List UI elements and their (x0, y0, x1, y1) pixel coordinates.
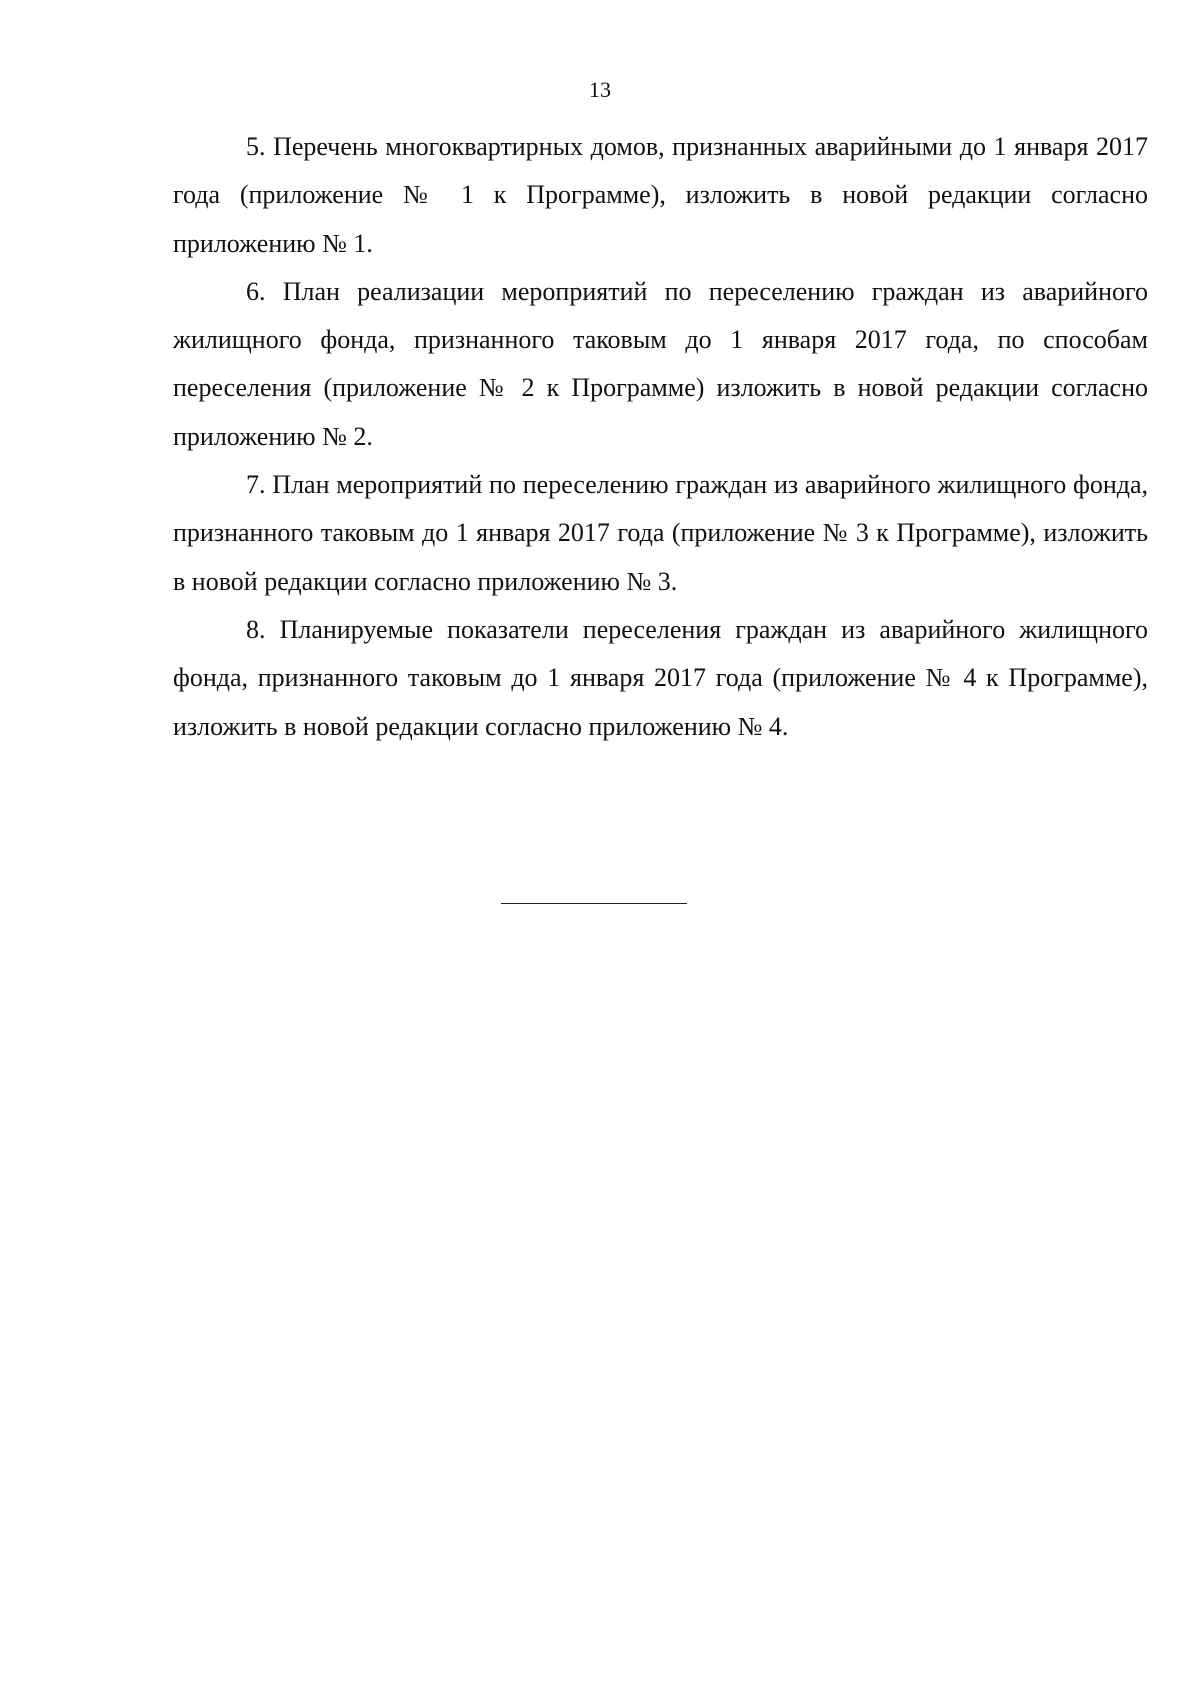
paragraph-text: План мероприятий по переселению граждан из аварийного жилищного фонда, признанного таковым до 1 января 2017 года (приложение № 3 к Программе), изложить в новой редакции согласно приложению № 3. (173, 470, 1149, 596)
paragraph-8 (173, 606, 1148, 751)
paragraph-5 (173, 123, 1148, 268)
paragraph-text: Перечень многоквартирных домов, признанных аварийными до 1 января 2017 года (приложение № 1 к Программе), изложить в новой редакции согласно приложению № 1. (173, 132, 1149, 258)
paragraph-number: 5. (246, 132, 266, 161)
paragraph-text: План реализации мероприятий по переселению граждан из аварийного жилищного фонда, признанного таковым до 1 января 2017 года, по способам переселения (приложение № 2 к Программе) изложить в новой редакции согласно приложению № 2. (173, 276, 1148, 451)
end-separator-line (501, 903, 687, 904)
paragraph-number: 7. (246, 470, 266, 500)
document-body (173, 123, 1148, 751)
page-number: 13 (589, 77, 611, 102)
paragraph-6 (173, 268, 1148, 461)
paragraph-number: 6. (246, 276, 266, 306)
paragraph-text: Планируемые показатели переселения граждан из аварийного жилищного фонда, признанного таковым до 1 января 2017 года (приложение № 4 к Программе), изложить в новой редакции согласно приложению № 4. (173, 614, 1148, 741)
paragraph-7 (173, 461, 1148, 606)
paragraph-number: 8. (246, 614, 266, 644)
